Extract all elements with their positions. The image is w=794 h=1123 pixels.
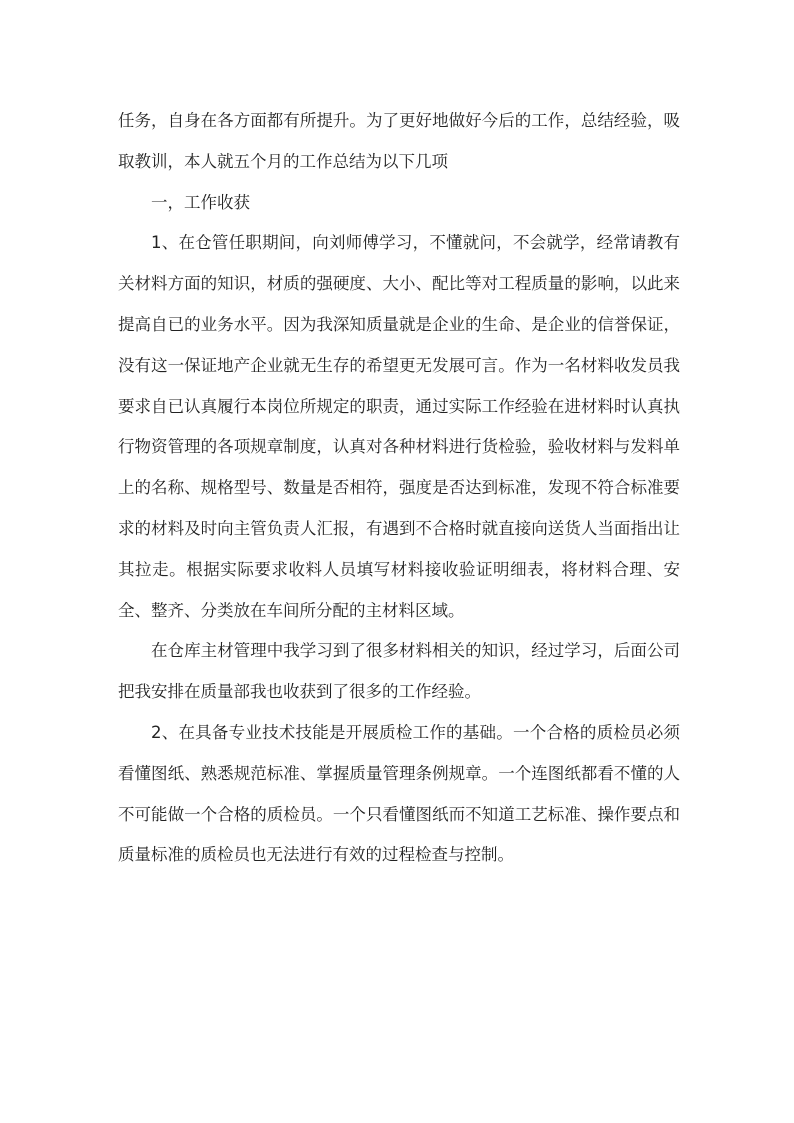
paragraph-warehouse-learning: 在仓库主材管理中我学习到了很多材料相关的知识，经过学习，后面公司把我安排在质量部我也收获到了很多的工作经验。 (118, 641, 680, 702)
paragraph-item-1: 1、在仓管任职期间，向刘师傅学习，不懂就问，不会就学，经常请教有关材料方面的知识，材质的强硬度、大小、配比等对工程质量的影响，以此来提高自已的业务水平。因为我深知质量就是企业的生命、是企业的信誉保证，没有这一保证地产企业就无生存的希望更无发展可言。作为一名材料收发员我要求自已认真履行本岗位所规定的职责，通过实际工作经验在进材料时认真执行物资管理的各项规章制度，认真对各种材料进行货检验，验收材料与发料单上的名称、规格型号、数量是否相符，强度是否达到标准，发现不符合标准要求的材料及时向主管负责人汇报，有遇到不合格时就直接向送货人当面指出让其拉走。根据实际要求收料人员填写材料接收验证明细表，将材料合理、安全、整齐、分类放在车间所分配的主材料区域。 (118, 233, 680, 620)
paragraph-continuation: 任务，自身在各方面都有所提升。为了更好地做好今后的工作，总结经验，吸取教训，本人就五个月的工作总结为以下几项 (118, 111, 680, 171)
document-body (118, 101, 680, 876)
paragraph-item-2: 2、在具备专业技术技能是开展质检工作的基础。一个合格的质检员必须看懂图纸、熟悉规范标准、掌握质量管理条例规章。一个连图纸都看不懂的人不可能做一个合格的质检员。一个只看懂图纸而不知道工艺标准、操作要点和质量标准的质检员也无法进行有效的过程检查与控制。 (118, 722, 680, 865)
section-heading-work-gains: 一，工作收获 (151, 192, 250, 212)
